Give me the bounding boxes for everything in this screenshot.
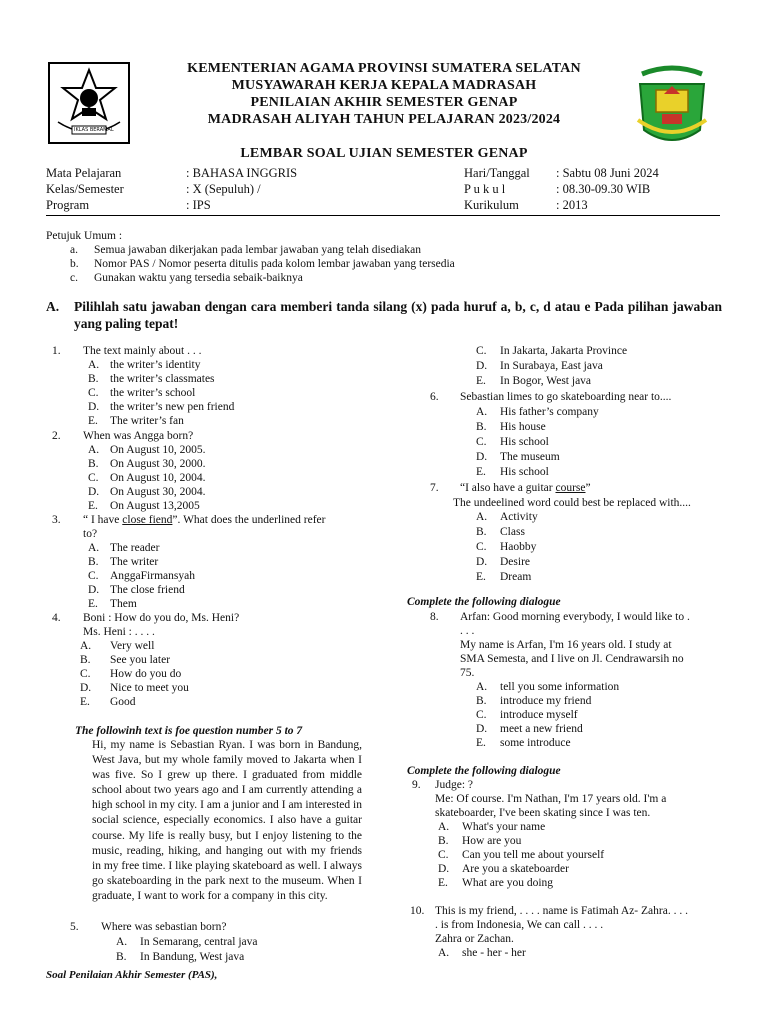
option-text: See you later [110,654,171,666]
program-value: : IPS [186,198,211,212]
dialogue-heading: Complete the following dialogue [407,765,561,777]
instruction-letter: c. [70,272,78,284]
option-text: Good [110,696,136,708]
program-label: Program [46,198,90,212]
logo-motto: IKLAS BERAMAL [74,127,114,133]
instructions-title: Petujuk Umum : [46,230,123,242]
option-letter: A. [476,406,488,418]
option-letter: C. [80,668,91,680]
question-text-line5: 75. [460,667,475,679]
header-mkkm: MUSYAWARAH KERJA KEPALA MADRASAH [231,78,537,93]
option-letter: C. [438,849,449,861]
question-text-line3: My name is Arfan, I'm 16 years old. I study at [460,639,672,651]
question-text-line2: . is from Indonesia, We can call . . . . [435,919,604,931]
option-letter: E. [476,571,486,583]
option-text: How do you do [110,668,182,680]
question-number: 10. [410,905,425,917]
option-text: Are you a skateboarder [462,863,569,875]
option-text: the writer’s identity [110,359,201,371]
option-text: The close friend [110,584,185,596]
option-letter: D. [476,723,488,735]
option-letter: E. [88,598,98,610]
option-letter: E. [80,696,90,708]
option-letter: B. [116,951,127,963]
option-letter: C. [476,709,487,721]
option-letter: B. [88,556,99,568]
option-letter: C. [88,472,99,484]
question-text-line3: skateboarder, I've been skating since I was ten. [435,807,651,819]
option-letter: B. [476,526,487,538]
option-text: Nice to meet you [110,682,189,694]
option-letter: A. [80,640,92,652]
passage-heading: The followinh text is foe question number 5 to 7 [75,725,303,737]
option-text: the writer’s new pen friend [110,401,235,413]
instruction-letter: a. [70,244,78,256]
option-letter: A. [88,444,100,456]
option-letter: D. [88,401,100,413]
header-ministry: KEMENTERIAN AGAMA PROVINSI SUMATERA SELATAN [187,61,581,76]
option-text: How are you [462,835,522,847]
option-letter: A. [438,821,450,833]
option-letter: A. [88,542,100,554]
question-number: 7. [430,482,439,494]
option-text: AnggaFirmansyah [110,570,195,582]
question-text-line2: The undeelined word could best be replaced with.... [453,497,691,509]
reading-passage: Hi, my name is Sebastian Ryan. I was born in Bandung, West Java, but my whole family moved to Jakarta when I was five. So I grew up there. I graduated from middle school about two years ago and I am currently attending a high school in my city. I am a junior and I am interested in social science, especially economics. I also have a guitar course. My life is really busy, but I enjoy listening to the music, reading, hiking, and hanging out with my friends in my free time. I like playing skateboard as well. I always go skateboarding in the park next to the museum. When I graduate, I want to work for a company in this city. [92,739,362,902]
question-text-post: ”. What does the underlined refer [172,514,326,526]
option-letter: C. [476,541,487,553]
class-value: : X (Sepuluh) / [186,182,261,196]
option-letter: D. [88,584,100,596]
option-letter: A. [476,511,488,523]
option-text: What are you doing [462,877,554,889]
question-text: Where was sebastian born? [101,921,227,933]
option-text: The museum [500,451,560,463]
option-text: On August 13,2005 [110,500,200,512]
option-letter: D. [88,486,100,498]
option-text: Haobby [500,541,537,553]
question-number: 9. [412,779,421,791]
option-text: In Jakarta, Jakarta Province [500,345,628,357]
question-text-line4: SMA Semesta, and I live on Jl. Cendrawarsih no [460,653,684,665]
option-text: introduce myself [500,709,578,721]
question-number: 6. [430,391,439,403]
option-text: The writer [110,556,159,568]
question-text-line2: . . . [460,625,475,637]
option-letter: A. [88,359,100,371]
question-text: Judge: ? [435,779,474,791]
section-text: Pilihlah satu jawaban dengan cara memberi tanda silang (x) pada huruf a, b, c, d atau e Pada pilihan jawaban yang paling tepat! [74,299,722,331]
option-text: Dream [500,571,532,583]
page-footer: Soal Penilaian Akhir Semester (PAS), [46,969,218,981]
option-text: His school [500,466,549,478]
option-text: In Bogor, West java [500,375,592,387]
option-letter: E. [476,737,486,749]
section-number: A. [46,299,60,314]
question-text: Sebastian limes to go skateboarding near to.... [460,391,672,403]
underlined-word: course [555,482,586,494]
dialogue-heading: Complete the following dialogue [407,596,561,608]
instruction-item: Semua jawaban dikerjakan pada lembar jawaban yang telah disediakan [94,244,421,256]
question-number: 1. [52,345,61,357]
option-letter: E. [476,466,486,478]
option-text: His father’s company [500,406,599,418]
instruction-item: Gunakan waktu yang tersedia sebaik-baiknya [94,272,303,284]
option-letter: A. [476,681,488,693]
option-text: The writer’s fan [110,415,184,427]
question-text-post: ” [585,482,591,494]
option-text: tell you some information [500,681,620,693]
document-title: LEMBAR SOAL UJIAN SEMESTER GENAP [240,146,528,161]
option-letter: D. [476,451,488,463]
option-letter: D. [80,682,92,694]
header-year: MADRASAH ALIYAH TAHUN PELAJARAN 2023/2024 [207,112,561,127]
question-text-pre: “ I have [83,514,123,526]
question-text: Boni : How do you do, Ms. Heni? [83,612,240,624]
option-text: the writer’s school [110,387,196,399]
instruction-item: Nomor PAS / Nomor peserta ditulis pada kolom lembar jawaban yang tersedia [94,258,455,270]
option-letter: B. [438,835,449,847]
option-text: Desire [500,556,531,568]
option-letter: D. [476,556,488,568]
option-letter: B. [476,695,487,707]
option-text: On August 30, 2000. [110,458,206,470]
option-letter: A. [116,936,128,948]
question-text-pre: “I also have a guitar [460,482,556,494]
option-letter: D. [476,360,488,372]
option-text: Them [110,598,137,610]
question-text-line3: Zahra or Zachan. [435,933,514,945]
option-text: On August 10, 2004. [110,472,206,484]
question-number: 3. [52,514,61,526]
date-label: Hari/Tanggal [464,166,530,180]
option-text: she - her - her [462,947,526,959]
question-text-line2: Ms. Heni : . . . . [83,626,155,638]
class-label: Kelas/Semester [46,182,124,196]
question-number: 8. [430,611,439,623]
question-text-line2: to? [83,528,98,540]
question-text: This is my friend, . . . . name is Fatimah Az- Zahra. . . . [435,905,688,917]
instruction-letter: b. [70,258,79,270]
option-letter: D. [438,863,450,875]
option-text: Activity [500,511,538,523]
option-text: In Surabaya, East java [500,360,603,372]
option-text: some introduce [500,737,571,749]
question-text: The text mainly about . . . [83,345,202,357]
curriculum-label: Kurikulum [464,198,519,212]
option-letter: E. [438,877,448,889]
option-text: His house [500,421,546,433]
option-letter: E. [476,375,486,387]
option-text: The reader [110,542,160,554]
option-letter: A. [438,947,450,959]
option-text: On August 10, 2005. [110,444,206,456]
time-label: P u k u l [464,182,506,196]
option-letter: E. [88,500,98,512]
question-number: 2. [52,430,61,442]
option-letter: B. [88,373,99,385]
question-text-line2: Me: Of course. I'm Nathan, I'm 17 years old. I'm a [435,793,667,805]
option-letter: B. [88,458,99,470]
subject-label: Mata Pelajaran [46,166,122,180]
option-letter: E. [88,415,98,427]
option-text: Can you tell me about yourself [462,849,605,861]
question-number: 4. [52,612,61,624]
option-text: On August 30, 2004. [110,486,206,498]
option-text: Class [500,526,525,538]
option-text: the writer’s classmates [110,373,215,385]
underlined-word: close fiend [122,514,173,526]
option-letter: C. [88,387,99,399]
option-letter: B. [80,654,91,666]
option-letter: C. [476,345,487,357]
question-text [460,481,591,495]
subject-value: : BAHASA INGGRIS [186,166,298,180]
option-letter: C. [476,436,487,448]
option-text: His school [500,436,549,448]
option-letter: C. [88,570,99,582]
question-number: 5. [70,921,79,933]
option-text: What's your name [462,821,546,833]
option-text: In Semarang, central java [140,936,258,948]
option-letter: B. [476,421,487,433]
question-text: When was Angga born? [83,430,194,442]
option-text: introduce my friend [500,695,592,707]
option-text: In Bandung, West java [140,951,245,963]
date-value: : Sabtu 08 Juni 2024 [556,166,659,180]
option-text: meet a new friend [500,723,583,735]
header-exam: PENILAIAN AKHIR SEMESTER GENAP [250,95,518,110]
option-text: Very well [110,640,155,652]
time-value: : 08.30-09.30 WIB [556,182,651,196]
question-text: Arfan: Good morning everybody, I would like to . [460,611,690,623]
curriculum-value: : 2013 [556,198,588,212]
